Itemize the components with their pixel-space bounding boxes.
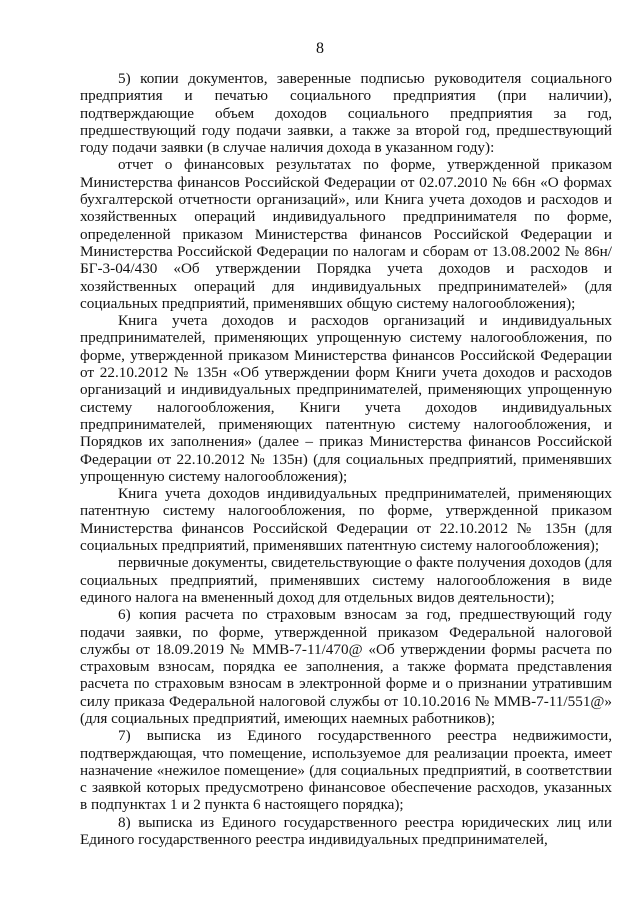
page-number: 8	[316, 40, 324, 57]
paragraph-patent-tax-ledger: Книга учета доходов индивидуальных предпринимателей, применяющих патентную систему налогообложения, по форме, утвержденной приказом Министерства финансов Российской Федерации от 22.10.2012 № 135н (для социальных предприятий, применявших патентную систему налогообложения);	[80, 485, 612, 555]
paragraph-simplified-tax-ledger: Книга учета доходов и расходов организаций и индивидуальных предпринимателей, применяющих упрощенную систему налогообложения, по форме, утвержденной приказом Министерства финансов Российской Федерации от 22.10.2012 № 135н «Об утверждении форм Книги учета доходов и расходов организаций и индивидуальных предпринимателей, применяющих упрощенную систему налогообложения, Книги учета доходов индивидуальных предпринимателей, применяющих патентную систему налогообложения, и Порядков их заполнения» (далее – приказ Министерства финансов Российской Федерации от 22.10.2012 № 135н) (для социальных предприятий, применявших упрощенную систему налогообложения);	[80, 312, 612, 485]
document-body	[80, 70, 612, 848]
paragraph-primary-documents: первичные документы, свидетельствующие о факте получения доходов (для социальных предприятий, применявших систему налогообложения в виде единого налога на вмененный доход для отдельных видов деятельности);	[80, 554, 612, 606]
paragraph-financial-results-report: отчет о финансовых результатах по форме, утвержденной приказом Министерства финансов Российской Федерации от 02.07.2010 № 66н «О формах бухгалтерской отчетности организаций», или Книга учета доходов и расходов и хозяйственных операций индивидуального предпринимателя по форме, определенной приказом Министерства финансов Российской Федерации и Министерства Российской Федерации по налогам и сборам от 13.08.2002 № 86н/БГ-3-04/430 «Об утверждении Порядка учета доходов и расходов и хозяйственных операций для индивидуальных предпринимателей» (для социальных предприятий, применявших общую систему налогообложения);	[80, 156, 612, 312]
paragraph-item-5: 5) копии документов, заверенные подписью руководителя социального предприятия и печатью социального предприятия (при наличии), подтверждающие объем доходов социального предприятия за год, предшествующий году подачи заявки, а также за второй год, предшествующий году подачи заявки (в случае наличия дохода в указанном году):	[80, 70, 612, 157]
paragraph-item-6: 6) копия расчета по страховым взносам за год, предшествующий году подачи заявки, по форме, утвержденной приказом Федеральной налоговой службы от 18.09.2019 № ММВ-7-11/470@ «Об утверждении формы расчета по страховым взносам, порядка ее заполнения, а также формата представления расчета по страховым взносам в электронной форме и о признании утратившим силу приказа Федеральной налоговой службы от 10.10.2016 № ММВ-7-11/551@» (для социальных предприятий, имеющих наемных работников);	[80, 606, 612, 727]
paragraph-item-7: 7) выписка из Единого государственного реестра недвижимости, подтверждающая, что помещение, используемое для реализации проекта, имеет назначение «нежилое помещение» (для социальных предприятий, в соответствии с заявкой которых предусмотрено финансовое обеспечение расходов, указанных в подпунктах 1 и 2 пункта 6 настоящего порядка);	[80, 727, 612, 814]
paragraph-item-8: 8) выписка из Единого государственного реестра юридических лиц или Единого государственного реестра индивидуальных предпринимателей,	[80, 813, 612, 849]
